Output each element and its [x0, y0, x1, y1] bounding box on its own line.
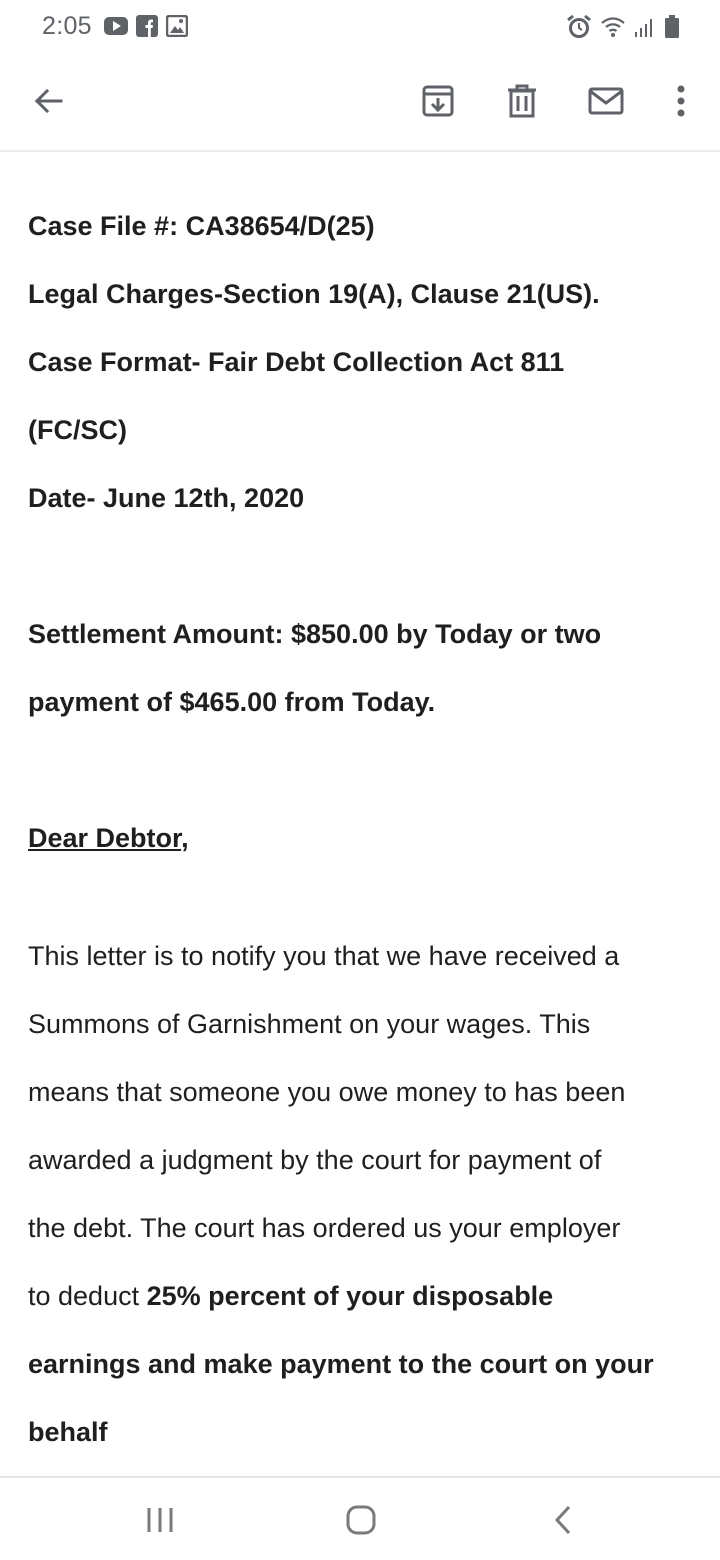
archive-icon — [421, 84, 455, 123]
system-nav-bar — [0, 1476, 720, 1560]
body-emphasis-line: behalf — [28, 1417, 108, 1447]
body-line: means that someone you owe money to has been — [28, 1077, 626, 1107]
message-toolbar — [0, 54, 720, 152]
status-system-icons — [566, 14, 680, 45]
case-format-code-line: (FC/SC) — [28, 415, 127, 445]
body-text: to deduct — [28, 1281, 147, 1311]
date-line: Date- June 12th, 2020 — [28, 483, 305, 513]
back-button[interactable] — [23, 78, 73, 128]
recents-icon — [145, 1506, 175, 1539]
youtube-icon — [104, 15, 128, 42]
settlement-line-2: payment of $465.00 from Today. — [28, 687, 436, 717]
image-icon — [166, 15, 188, 42]
case-file-line: Case File #: CA38654/D(25) — [28, 211, 375, 241]
facebook-icon — [136, 15, 158, 42]
alarm-icon — [566, 14, 592, 45]
body-emphasis: 25% percent of your disposable — [146, 1281, 554, 1311]
message-body — [28, 192, 692, 1466]
nav-back-button[interactable] — [533, 1498, 593, 1546]
home-button[interactable] — [331, 1498, 391, 1546]
legal-charges-line: Legal Charges-Section 19(A), Clause 21(US). — [28, 279, 600, 309]
recents-button[interactable] — [130, 1498, 190, 1546]
body-emphasis-line: earnings and make payment to the court on your — [28, 1349, 654, 1379]
greeting — [28, 804, 692, 872]
status-notification-icons — [104, 15, 188, 42]
spacer — [28, 532, 692, 600]
settlement-line-1: Settlement Amount: $850.00 by Today or two — [28, 619, 602, 649]
status-time: 2:05 — [42, 12, 92, 40]
body-line: This letter is to notify you that we have received a — [28, 941, 620, 971]
greeting-name: Dear Debtor — [28, 823, 182, 853]
delete-icon — [506, 84, 538, 123]
delete-button[interactable] — [497, 78, 547, 128]
body-line: the debt. The court has ordered us your employer — [28, 1213, 621, 1243]
spacer — [28, 736, 692, 804]
body-line: Summons of Garnishment on your wages. This — [28, 1009, 591, 1039]
arrow-left-icon — [32, 85, 64, 122]
mark-unread-button[interactable] — [581, 78, 631, 128]
body-line — [28, 1262, 692, 1330]
home-icon — [345, 1504, 377, 1541]
status-bar — [0, 0, 720, 54]
signal-icon — [634, 16, 656, 43]
more-vert-icon — [676, 85, 686, 122]
wifi-icon — [600, 16, 626, 43]
chevron-left-icon — [552, 1504, 574, 1541]
mail-icon — [588, 87, 624, 120]
spacer — [28, 872, 692, 922]
archive-button[interactable] — [413, 78, 463, 128]
greeting-comma: , — [181, 823, 189, 853]
more-options-button[interactable] — [656, 78, 706, 128]
case-format-line: Case Format- Fair Debt Collection Act 811 — [28, 347, 565, 377]
battery-icon — [664, 15, 680, 44]
body-line: awarded a judgment by the court for payment of — [28, 1145, 602, 1175]
